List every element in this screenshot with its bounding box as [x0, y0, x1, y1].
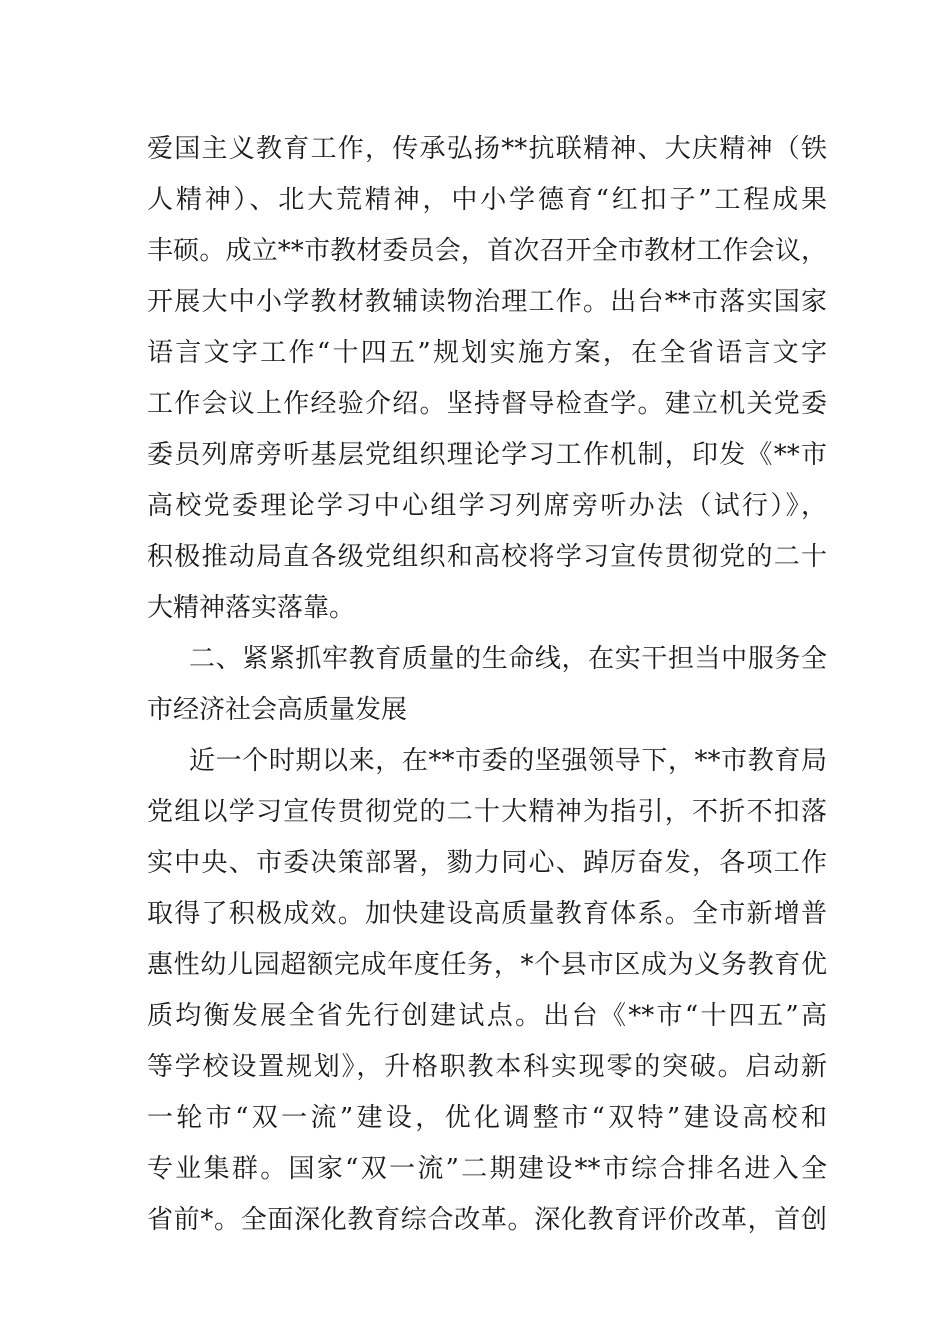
text-line: 近一个时期以来，在**市委的坚强领导下，**市教育局 [189, 746, 827, 776]
text-line: 大精神落实落靠。 [147, 593, 356, 623]
section-heading [147, 634, 827, 736]
heading-line: 市经济社会高质量发展 [147, 695, 408, 725]
text-line: 高校党委理论学习中心组学习列席旁听办法（试行）》， [147, 491, 827, 521]
text-line: 质均衡发展全省先行创建试点。出台《**市“十四五”高 [147, 1001, 827, 1031]
text-line: 开展大中小学教材教辅读物治理工作。出台**市落实国家 [147, 287, 827, 317]
paragraph-continuation [147, 124, 827, 634]
text-line: 人精神）、北大荒精神，中小学德育“红扣子”工程成果 [147, 185, 827, 215]
text-line: 党组以学习宣传贯彻党的二十大精神为指引，不折不扣落 [147, 797, 827, 827]
text-line: 语言文字工作“十四五”规划实施方案，在全省语言文字 [147, 338, 827, 368]
text-line: 爱国主义教育工作，传承弘扬**抗联精神、大庆精神（铁 [147, 134, 827, 164]
heading-line: 二、紧紧抓牢教育质量的生命线，在实干担当中服务全 [189, 644, 827, 674]
text-line: 等学校设置规划》，升格职教本科实现零的突破。启动新 [147, 1052, 827, 1082]
text-line: 积极推动局直各级党组织和高校将学习宣传贯彻党的二十 [147, 542, 827, 572]
text-line: 省前*。全面深化教育综合改革。深化教育评价改革，首创 [147, 1205, 827, 1235]
text-line: 惠性幼儿园超额完成年度任务，*个县市区成为义务教育优 [147, 950, 827, 980]
text-line: 委员列席旁听基层党组织理论学习工作机制，印发《**市 [147, 440, 827, 470]
section-paragraph [147, 736, 827, 1246]
text-line: 工作会议上作经验介绍。坚持督导检查学。建立机关党委 [147, 389, 827, 419]
text-line: 实中央、市委决策部署，勠力同心、踔厉奋发，各项工作 [147, 848, 827, 878]
text-line: 丰硕。成立**市教材委员会，首次召开全市教材工作会议， [147, 236, 827, 266]
text-line: 专业集群。国家“双一流”二期建设**市综合排名进入全 [147, 1154, 827, 1184]
text-line: 一轮市“双一流”建设，优化调整市“双特”建设高校和 [147, 1103, 827, 1133]
text-line: 取得了积极成效。加快建设高质量教育体系。全市新增普 [147, 899, 827, 929]
